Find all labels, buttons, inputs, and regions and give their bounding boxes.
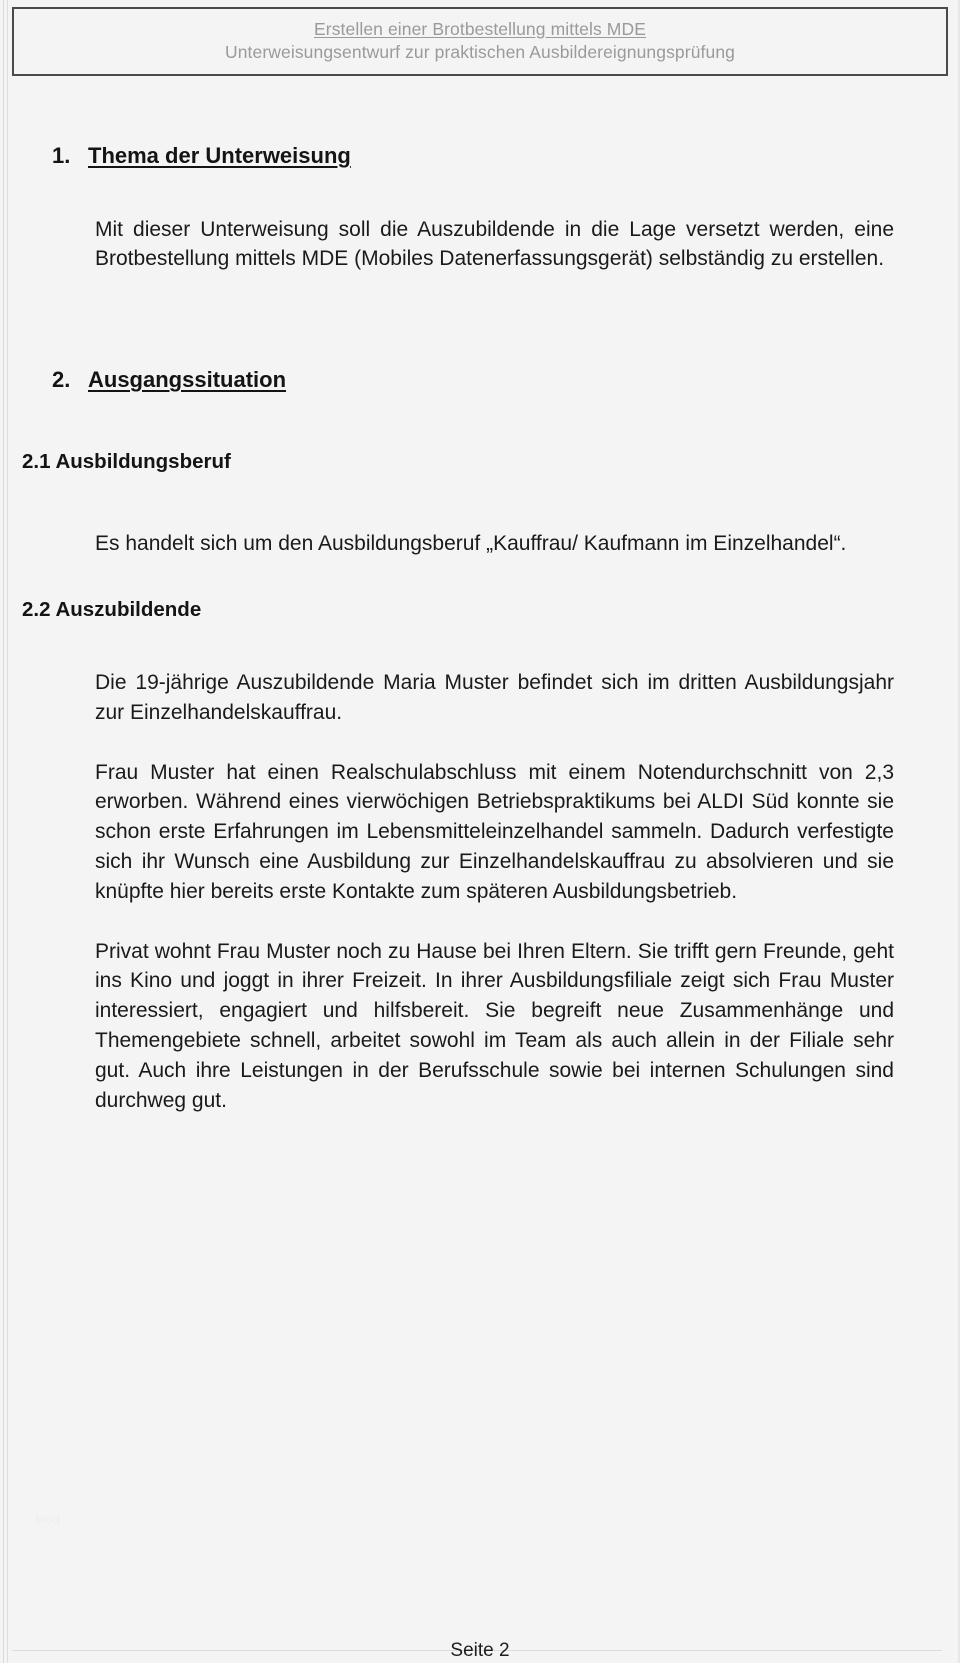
section-2-2-paragraph-2: Frau Muster hat einen Realschulabschluss mit einem Notendurchschnitt von 2,3 erworben. Während eines vierwöchigen Betriebspraktikums bei ALDI Süd konnte sie schon erste Erfahrungen im Lebensmitteleinzelhandel sammeln. Dadurch verfestigte sich ihr Wunsch eine Ausbildung zur Einzelhandelskauffrau zu absolvieren und sie knüpfte hier bereits erste Kontakte zum späteren Ausbildungsbetrieb.: [95, 760, 894, 903]
section-number-2-1: 2.1: [22, 449, 51, 473]
section-1-paragraph-1: Mit dieser Unterweisung soll die Auszubildende in die Lage versetzt werden, eine Brotbestellung mittels MDE (Mobiles Datenerfassungsgerät) selbständig zu erstellen.: [95, 217, 894, 271]
section-heading-1: [0, 142, 960, 171]
page-footer: Seite 2: [450, 1640, 510, 1661]
header-subtitle: Unterweisungsentwurf zur praktischen Ausbildereignungsprüfung: [224, 41, 735, 62]
section-2-1-paragraph-1: Es handelt sich um den Ausbildungsberuf „Kauffrau/ Kaufmann im Einzelhandel“.: [95, 532, 847, 556]
section-2-2-paragraph-1: Die 19-jährige Auszubildende Maria Muster befindet sich im dritten Ausbildungsjahr zur Einzelhandelskauffrau.: [95, 670, 894, 724]
section-number-1: 1.: [52, 143, 71, 168]
section-title-2-1: Ausbildungsberuf: [55, 449, 231, 473]
header-title: Erstellen einer Brotbestellung mittels MDE: [314, 18, 646, 39]
section-heading-2-2: [22, 597, 960, 624]
section-number-2-2: 2.2: [22, 598, 51, 622]
section-heading-2-1: [22, 449, 960, 476]
document-header-box: [12, 7, 948, 76]
page-watermark: blog: [36, 1512, 61, 1526]
document-body: [0, 86, 960, 1115]
section-title-2-2: Auszubildende: [55, 598, 202, 622]
section-title-2: Ausgangssituation: [88, 367, 287, 393]
section-2-2-paragraph-3: Privat wohnt Frau Muster noch zu Hause bei Ihren Eltern. Sie trifft gern Freunde, geht ins Kino und joggt in ihrer Freizeit. In ihrer Ausbildungsfiliale zeigt sich Frau Muster interessiert, engagiert und hilfsbereit. Sie begreift neue Zusammenhänge und Themengebiete schnell, arbeitet sowohl im Team als auch allein in der Filiale sehr gut. Auch ihre Leistungen in der Berufsschule sowie bei internen Schulungen sind durchweg gut.: [95, 939, 894, 1112]
section-number-2: 2.: [52, 367, 71, 393]
section-title-1: Thema der Unterweisung: [88, 143, 351, 168]
section-heading-2: [0, 366, 960, 395]
